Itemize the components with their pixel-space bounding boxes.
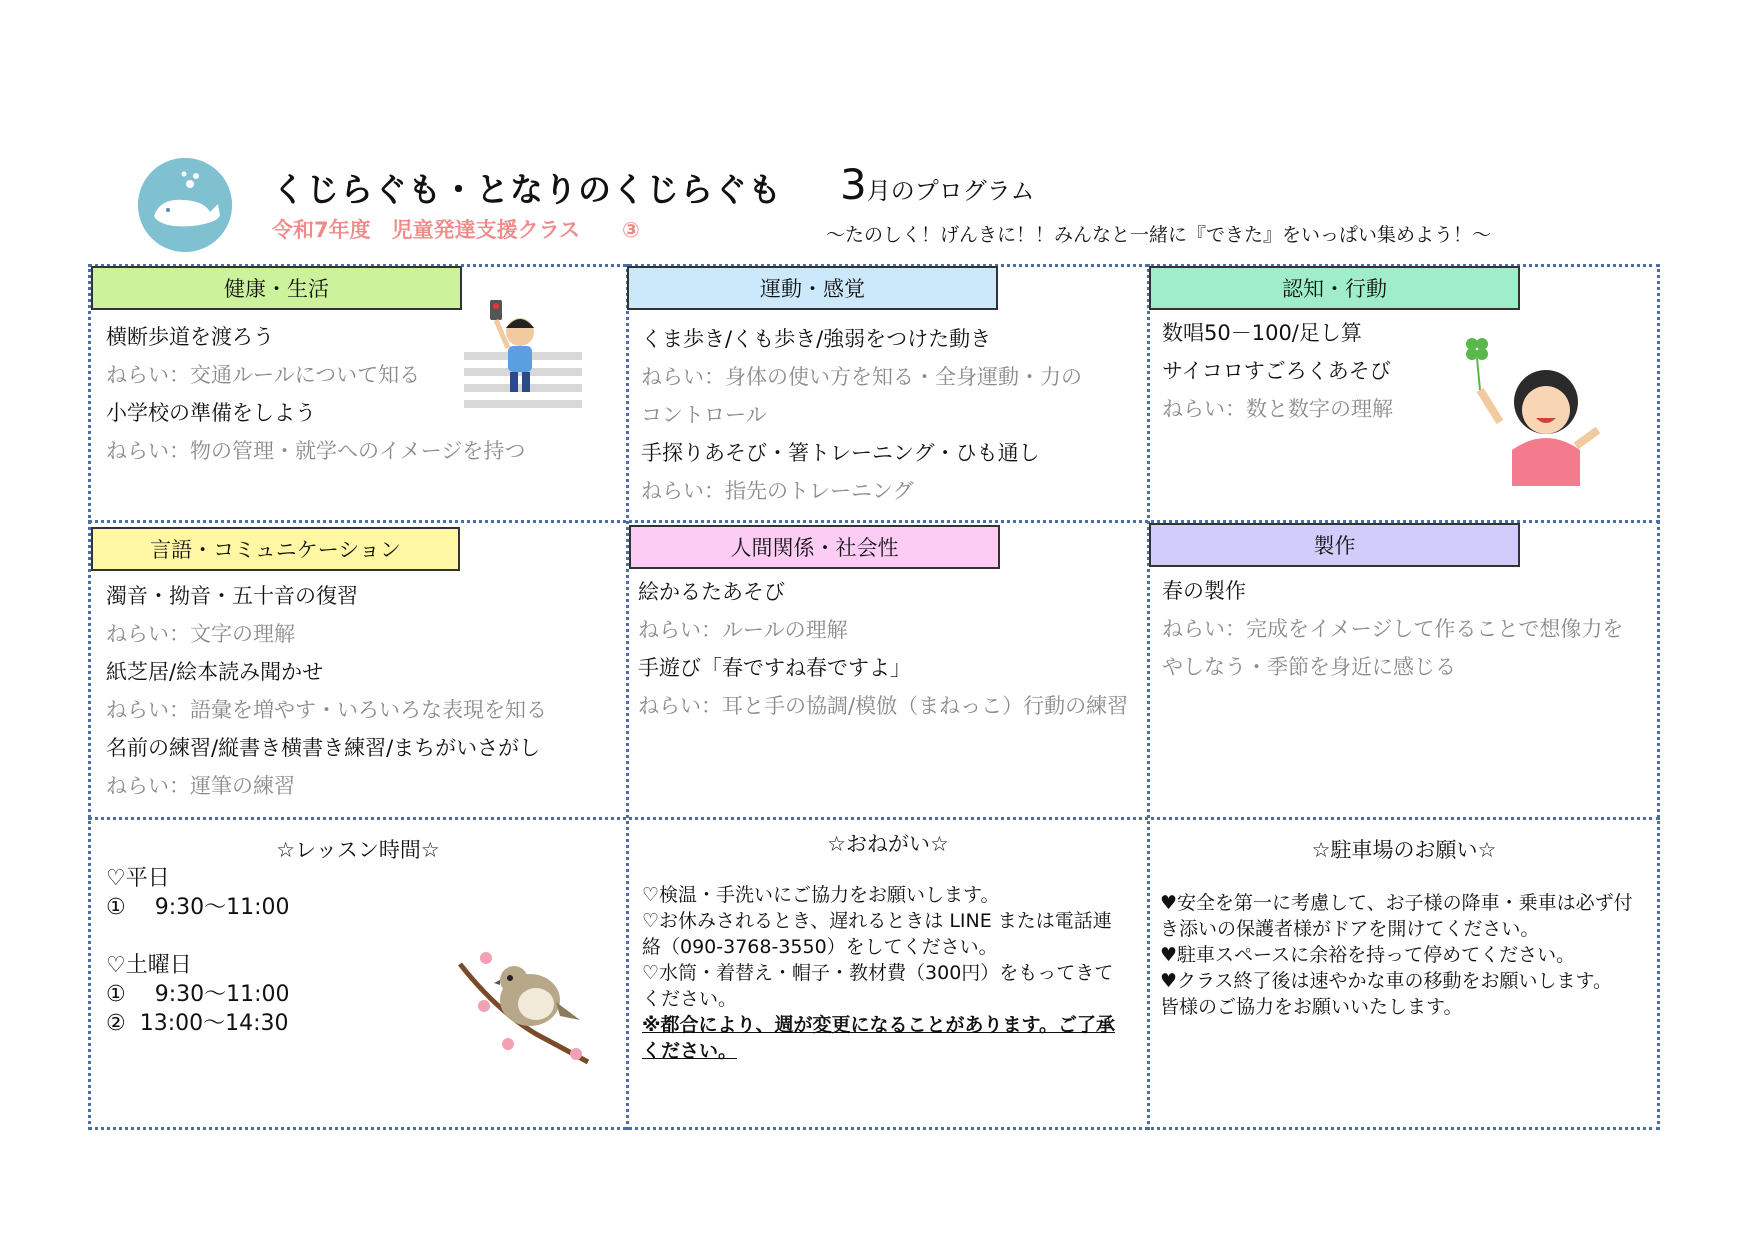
crosswalk-boy-illustration: [460, 296, 586, 412]
aim: ねらい：語彙を増やす・いろいろな表現を知る: [106, 698, 547, 722]
activity: 小学校の準備をしよう: [106, 401, 316, 425]
activity: 横断歩道を渡ろう: [106, 325, 274, 349]
aim: ねらい：物の管理・就学へのイメージを持つ: [106, 439, 526, 463]
grid-divider: [1147, 264, 1150, 1130]
aim: コントロール: [641, 403, 767, 427]
lesson-times: [106, 864, 290, 1038]
activity: 春の製作: [1162, 579, 1246, 603]
schedule-change-notice: ※都合により、週が変更になることがあります。ご了承ください。: [642, 1014, 1115, 1062]
motto: ～たのしく！げんきに！！みんなと一緒に『できた』をいっぱい集めよう！～: [826, 224, 1492, 246]
aim: ねらい：完成をイメージして作ることで想像力を: [1162, 617, 1624, 641]
activity: サイコロすごろくあそび: [1162, 359, 1391, 383]
month-number: 3: [840, 160, 867, 209]
parking-title: ☆駐車場のお願い☆: [1311, 838, 1497, 862]
activity: 名前の練習/縦書き横書き練習/まちがいさがし: [106, 736, 541, 760]
class-subtitle: 令和7年度 児童発達支援クラス ③: [272, 218, 640, 242]
parking-item: ♥クラス終了後は速やかな車の移動をお願いします。: [1160, 970, 1612, 992]
whale-logo: [138, 158, 232, 252]
parking-content: [1160, 890, 1636, 1020]
request-item: ♡水筒・着替え・帽子・教材費（300円）をもってきてください。: [642, 962, 1114, 1010]
parking-item: ♥駐車スペースに余裕を持って停めてください。: [1160, 944, 1576, 966]
activity: 手遊び「春ですね春ですよ」: [638, 656, 911, 680]
section-header-craft: 製作: [1149, 523, 1520, 567]
aim: ねらい：文字の理解: [106, 622, 295, 646]
saturday-time: ① 9:30～11:00: [106, 982, 290, 1007]
activity: くま歩き/くも歩き/強弱をつけた動き: [641, 327, 992, 351]
request-item: ♡お休みされるとき、遅れるときは LINE または電話連絡（090-3768-3550）をしてください。: [642, 910, 1112, 958]
aim: ねらい：ルールの理解: [638, 618, 848, 642]
aim: ねらい：数と数字の理解: [1162, 397, 1393, 421]
activity: 数唱50－100/足し算: [1162, 321, 1362, 345]
aim: やしなう・季節を身近に感じる: [1162, 655, 1456, 679]
cognition-content: [1162, 314, 1393, 428]
bird-on-branch-illustration: [456, 950, 592, 1070]
whale-icon: [138, 158, 232, 252]
section-header-cognition: 認知・行動: [1149, 266, 1520, 310]
clover-girl-illustration: [1452, 330, 1604, 486]
activity: 紙芝居/絵本読み聞かせ: [106, 660, 324, 684]
parking-item: ♥安全を第一に考慮して、お子様の降車・乗車は必ず付き添いの保護者様がドアを開けてください。: [1160, 892, 1633, 940]
activity: 絵かるたあそび: [638, 580, 785, 604]
parking-closing: 皆様のご協力をお願いいたします。: [1160, 996, 1463, 1018]
grid-divider: [626, 264, 629, 1130]
grid-divider: [88, 817, 1660, 820]
activity: 手探りあそび・箸トレーニング・ひも通し: [641, 441, 1040, 465]
request-item: ♡検温・手洗いにご協力をお願いします。: [642, 884, 1000, 906]
aim: ねらい：指先のトレーニング: [641, 479, 914, 503]
month-suffix: 月のプログラム: [866, 177, 1035, 205]
social-content: [638, 573, 1128, 725]
month-program-title: [840, 160, 1035, 209]
weekday-label: ♡平日: [106, 866, 170, 891]
section-header-health: 健康・生活: [91, 266, 462, 310]
lesson-time-title: ☆レッスン時間☆: [276, 838, 440, 862]
weekday-time: ① 9:30～11:00: [106, 895, 290, 920]
section-header-social: 人間関係・社会性: [629, 525, 1000, 569]
saturday-label: ♡土曜日: [106, 953, 192, 978]
craft-content: [1162, 572, 1623, 686]
section-header-motor: 運動・感覚: [627, 266, 998, 310]
requests-title: ☆おねがい☆: [827, 832, 949, 856]
aim: ねらい：耳と手の協調/模倣（まねっこ）行動の練習: [638, 694, 1129, 718]
aim: ねらい：交通ルールについて知る: [106, 363, 421, 387]
activity: 濁音・拗音・五十音の復習: [106, 584, 358, 608]
saturday-time: ② 13:00～14:30: [106, 1011, 289, 1036]
school-name: くじらぐも・となりのくじらぐも: [272, 170, 782, 209]
requests-content: [642, 882, 1130, 1064]
aim: ねらい：身体の使い方を知る・全身運動・力の: [641, 365, 1082, 389]
aim: ねらい：運筆の練習: [106, 774, 295, 798]
section-header-language: 言語・コミュニケーション: [91, 527, 460, 571]
language-content: [106, 577, 547, 805]
motor-content: [641, 320, 1082, 510]
